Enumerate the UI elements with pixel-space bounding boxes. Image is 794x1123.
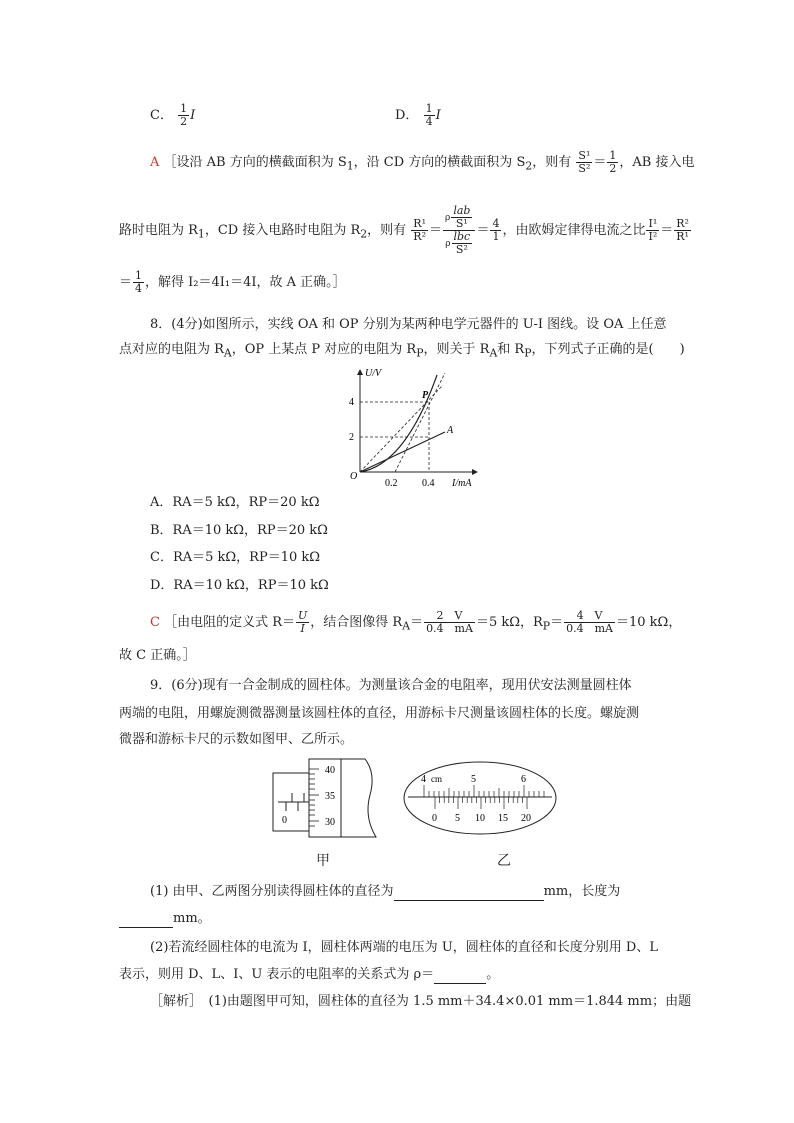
option-d-top: [395, 103, 441, 128]
fraction: [133, 270, 144, 295]
dash-tangent: [395, 373, 445, 472]
origin-label: O: [350, 471, 358, 482]
q9-stem-line1: 9．(6分)现有一合金制成的圆柱体。为测量该合金的电阻率，现用伏安法测量圆柱体: [150, 678, 632, 693]
text: ，则关于 R: [423, 342, 490, 357]
q9-sub2-line2: [119, 966, 499, 984]
answer-letter: A: [150, 155, 160, 170]
ui-graph: [345, 365, 485, 490]
vernier-10: 10: [475, 813, 485, 824]
fraction: [490, 218, 501, 243]
frac-den: S¹: [455, 217, 468, 230]
fraction: [411, 218, 428, 243]
frac-num: U: [298, 609, 308, 622]
fraction: [452, 231, 473, 256]
text: mm，长度为: [543, 884, 621, 899]
rho: ρ: [445, 213, 451, 223]
frac-den: 2: [180, 115, 188, 128]
vernier-ticks: [435, 797, 527, 809]
q8-stem-line1: 8．(4分)如图所示，实线 OA 和 OP 分别为某两种电学元器件的 U-I 图线。设 OA 上任意: [150, 317, 667, 332]
dash-origin-line: [360, 385, 443, 472]
x-label: I/mA: [452, 478, 472, 489]
q9-sub1-line1: [150, 883, 620, 901]
frac-den: S²: [578, 162, 591, 175]
thimble-ticks: [309, 769, 319, 826]
x-tick-02: 0.2: [385, 478, 398, 489]
sub: 1: [346, 159, 354, 173]
fraction: [296, 610, 309, 635]
frac-num: S¹: [578, 149, 591, 162]
var: I: [190, 108, 196, 123]
fraction: [576, 150, 592, 175]
fraction: [674, 218, 691, 243]
text: ，下列式子正确的是( ): [531, 342, 685, 357]
frac-num: 1: [609, 149, 617, 162]
vernier-15: 15: [498, 813, 508, 824]
answer7-line1: A ［设沿 AB 方向的横截面积为 $S_1$，沿 CD 方向的横截面积为 $S_2$，则有 $\frac{\text{S¹}}{\text{S²}}$ ＝ $\frac{1}{2}$ ，AB 接入电: [150, 149, 695, 175]
sub: P: [416, 346, 424, 360]
q9-analysis: ［解析］ (1)由题图甲可知，圆柱体的直径为 1.5 mm＋34.4×0.01 mm＝1.844 mm；由题: [150, 994, 692, 1009]
frac-num: R²: [676, 217, 689, 230]
sub: A: [223, 346, 232, 360]
y-tick-2: 2: [349, 432, 354, 443]
q9-sub1-line2: [119, 910, 211, 928]
sub: 2: [525, 159, 533, 173]
text: ，CD 接入电路时电阻为 R: [204, 223, 361, 238]
resistivity-blank[interactable]: [434, 969, 486, 984]
q8-answer-line1: [150, 610, 681, 636]
text: 表示，则用 D、L、I、U 表示的电阻率的关系式为 ρ＝: [119, 967, 435, 982]
main-5: 5: [471, 774, 476, 785]
frac-den: R¹: [676, 230, 689, 243]
frac-den: 0.4 mA: [566, 622, 613, 635]
frac-num: 4: [492, 217, 500, 230]
text: ［设沿 AB 方向的横截面积为 S: [163, 155, 347, 170]
q8-option-d: D．RA＝10 kΩ，RP＝10 kΩ: [150, 578, 329, 593]
text: (1) 由甲、乙两图分别读得圆柱体的直径为: [150, 884, 394, 899]
rho: ρ: [445, 239, 451, 249]
text: mm。: [173, 911, 211, 926]
frac-den: I: [300, 622, 305, 635]
length-blank[interactable]: [119, 913, 173, 928]
caliper-figure: [402, 760, 558, 836]
q8-option-b: B．RA＝10 kΩ，RP＝20 kΩ: [150, 523, 328, 538]
frac-den: S²: [455, 243, 468, 256]
q8-option-a: A．RA＝5 kΩ，RP＝20 kΩ: [150, 495, 320, 510]
text: ＝: [410, 615, 424, 630]
thimble-30: 30: [325, 817, 335, 828]
frac-den: [443, 231, 475, 256]
fraction: [424, 103, 435, 128]
rho-fraction: [443, 205, 475, 256]
sleeve-zero: 0: [282, 815, 287, 826]
option-label: D．: [395, 108, 419, 123]
var: I: [435, 108, 441, 123]
sub: 2: [360, 227, 368, 241]
frac-num: 1: [180, 102, 188, 115]
text: ＝5 kΩ，R: [475, 615, 543, 630]
spindle-end: [341, 759, 376, 837]
main-cm: cm: [431, 774, 442, 784]
point-a-label: A: [447, 425, 454, 436]
q8-stem-line2: [119, 341, 685, 363]
frac-num: R¹: [413, 217, 426, 230]
frac-den: I²: [648, 230, 658, 243]
text: ，结合图像得 R: [310, 615, 403, 630]
text: ，则有: [367, 223, 407, 238]
frac-den: 0.4 mA: [426, 622, 473, 635]
answer7-line2: 路时电阻为 $R_1$，CD 接入电路时电阻为 $R_2$，则有 $\frac{\text{R¹}}{\text{R²}}$ ＝ ρ $\frac{\text{lab}}{\text{S¹}}$ ρ $\frac{\text{lbc}}{\text{S²}}$ ＝ $\frac{4}{1}$ ，由欧姆定律得电流之比 $\frac{\text{I¹}}{\text{I²}}$ ＝ $\frac{\text{R²}}{\text{R¹}}$: [119, 204, 689, 256]
q9-stem-line2: 两端的电阻，用螺旋测微器测量该圆柱体的直径，用游标卡尺测量该圆柱体的长度。螺旋测: [119, 706, 640, 721]
frac-num: 4 V: [564, 610, 615, 623]
frac-num: I¹: [648, 217, 658, 230]
answer7-line3: ＝ $\frac{1}{4}$ ，解得 I₂＝4I₁＝4I，故 A 正确。］: [119, 269, 346, 295]
main-6: 6: [521, 774, 526, 785]
y-tick-4: 4: [349, 397, 354, 408]
text: 点对应的电阻为 R: [119, 342, 224, 357]
frac-num: lbc: [453, 230, 471, 243]
frac-num: 1: [135, 269, 143, 282]
point-p-label: P: [422, 390, 429, 401]
main-4: 4: [421, 774, 426, 785]
fraction: [564, 610, 615, 635]
thimble-35: 35: [325, 791, 335, 802]
frac-num: [443, 205, 475, 231]
text: ，OP 上某点 P 对应的电阻为 R: [231, 342, 417, 357]
text: ，由欧姆定律得电流之比: [502, 223, 646, 238]
frac-den: 4: [425, 115, 433, 128]
caliper-caption: 乙: [497, 853, 511, 869]
frac-den: R²: [413, 230, 426, 243]
micrometer-caption: 甲: [316, 853, 330, 869]
frac-den: 2: [609, 162, 617, 175]
q9-sub2-line1: (2)若流经圆柱体的电流为 I，圆柱体两端的电压为 U，圆柱体的直径和长度分别用 D、L: [150, 940, 658, 955]
thimble-40: 40: [325, 765, 335, 776]
text: ，则有: [532, 155, 572, 170]
answer-letter: C: [150, 615, 160, 630]
q8-answer-line2: 故 C 正确。］: [119, 648, 196, 663]
vernier-5: 5: [455, 813, 460, 824]
text: 路时电阻为 R: [119, 223, 198, 238]
text: ，沿 CD 方向的横截面积为 S: [353, 155, 526, 170]
diameter-blank[interactable]: [394, 886, 544, 901]
text: 和 R: [497, 342, 525, 357]
frac-num: 1: [425, 102, 433, 115]
q9-stem-line3: 微器和游标卡尺的示数如图甲、乙所示。: [119, 732, 354, 747]
text: ［由电阻的定义式 R＝: [164, 615, 296, 630]
frac-num: lab: [453, 204, 471, 217]
text: ＝10 kΩ，: [615, 615, 682, 630]
frac-den: 4: [135, 282, 143, 295]
sub: A: [489, 346, 498, 360]
fraction: [424, 610, 475, 635]
fraction: [178, 103, 189, 128]
frac-num: 2 V: [424, 610, 475, 623]
vernier-20: 20: [521, 813, 531, 824]
text: ，解得 I₂＝4I₁＝4I，故 A 正确。］: [145, 275, 346, 290]
text: ＝: [550, 615, 564, 630]
sub: A: [402, 619, 411, 633]
option-c-top: [150, 103, 195, 128]
x-tick-04: 0.4: [422, 478, 435, 489]
sub: 1: [197, 227, 205, 241]
micrometer-figure: [270, 755, 382, 840]
fraction: [607, 150, 618, 175]
sub: P: [542, 619, 551, 633]
text: 。: [486, 967, 500, 982]
sub: P: [524, 346, 532, 360]
option-label: C．: [150, 108, 173, 123]
main-scale-ticks: [424, 785, 544, 797]
fraction: [646, 218, 659, 243]
y-label: U/V: [365, 368, 382, 379]
q8-option-c: C．RA＝5 kΩ，RP＝10 kΩ: [150, 550, 321, 565]
line-oa: [360, 432, 445, 472]
frac-den: 1: [492, 230, 500, 243]
vernier-0: 0: [432, 813, 437, 824]
fraction: [451, 205, 472, 230]
text: ，AB 接入电: [619, 155, 695, 170]
